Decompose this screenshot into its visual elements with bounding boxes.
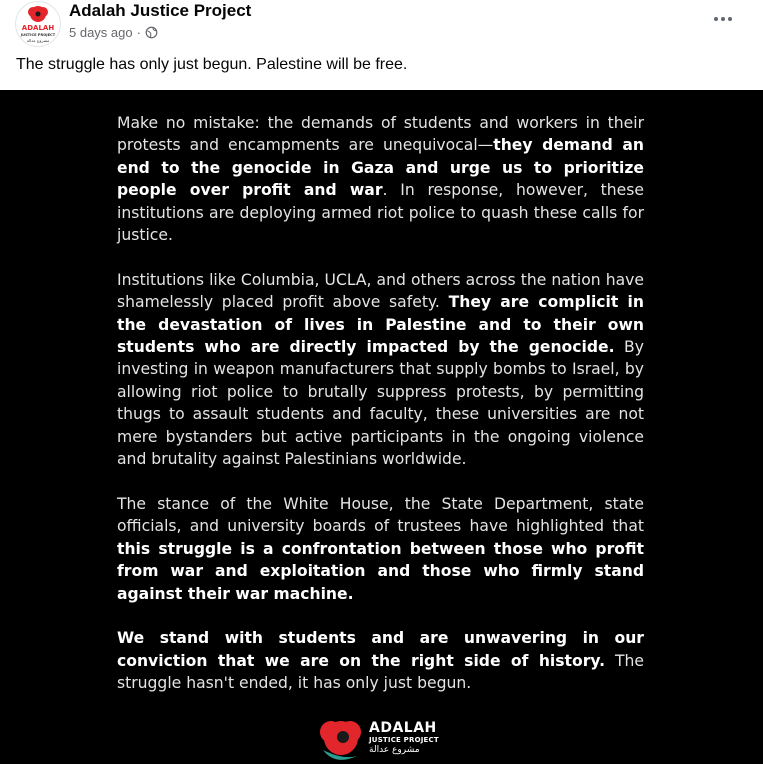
page-name[interactable]: Adalah Justice Project [69,1,252,20]
more-options-dot [721,17,725,21]
image-logo-text [369,720,439,756]
image-logo-arabic: مشروع عدالة [369,745,420,755]
statement-paragraph-4 [117,627,644,694]
statement-paragraph-2 [117,269,644,471]
avatar-logo-arabic: مشروع عدالة [26,38,50,43]
statement-run: . In response, however, these institutions are deploying armed riot police to quash these calls for justice. [117,181,644,245]
post-meta [69,25,158,40]
statement-bold-run: They are complicit in the devastation of lives in Palestine and to their own students who are directly impacted by the genocide. [117,293,644,357]
statement-run: By investing in weapon manufacturers that supply bombs to Israel, by allowing riot police to brutally suppress protests, by permitting thugs to assault students and faculty, these universities are not mere bystanders but active participants in the ongoing violence and brutality against Palestinians worldwide. [117,338,644,469]
statement-paragraph-1 [117,112,644,246]
statement-run: The stance of the White House, the State Department, state officials, and university boards of trustees have highlighted that [117,494,644,536]
image-logo [317,716,447,764]
avatar-logo-sub: JUSTICE PROJECT [20,33,56,37]
page-avatar[interactable] [15,1,61,47]
more-options-dot [728,17,732,21]
meta-separator: · [136,25,141,40]
poppy-logo-icon [317,716,367,764]
statement-bold-run: We stand with students and are unwavering in our conviction that we are on the right side of history. [117,629,644,670]
post-image[interactable] [0,90,763,764]
globe-icon [145,26,158,39]
statement-bold-run: they demand an end to the genocide in Gaza and urge us to prioritize people over profit and war [117,136,644,200]
avatar-logo-name: ADALAH [21,24,55,32]
post-header [0,0,763,52]
statement-run: Institutions like Columbia, UCLA, and others across the nation have shamelessly placed profit above safety. [117,270,644,312]
post-timestamp[interactable]: 5 days ago [69,25,133,40]
statement-run: The struggle hasn't ended, it has only just begun. [117,651,644,693]
image-logo-sub: JUSTICE PROJECT [369,736,439,744]
statement-run: Make no mistake: the demands of students and workers in their protests and encampments are unequivocal— [117,114,644,155]
statement-text [117,112,644,717]
more-options-button[interactable] [705,6,741,32]
adalah-logo-icon [16,2,60,46]
statement-paragraph-3 [117,493,644,605]
statement-bold-run: this struggle is a confrontation between those who profit from war and exploitation and those who firmly stand against their war machine. [117,539,644,603]
post-caption: The struggle has only just begun. Palestine will be free. [16,56,408,73]
more-options-icon [714,17,718,21]
image-logo-name: ADALAH [369,720,437,736]
